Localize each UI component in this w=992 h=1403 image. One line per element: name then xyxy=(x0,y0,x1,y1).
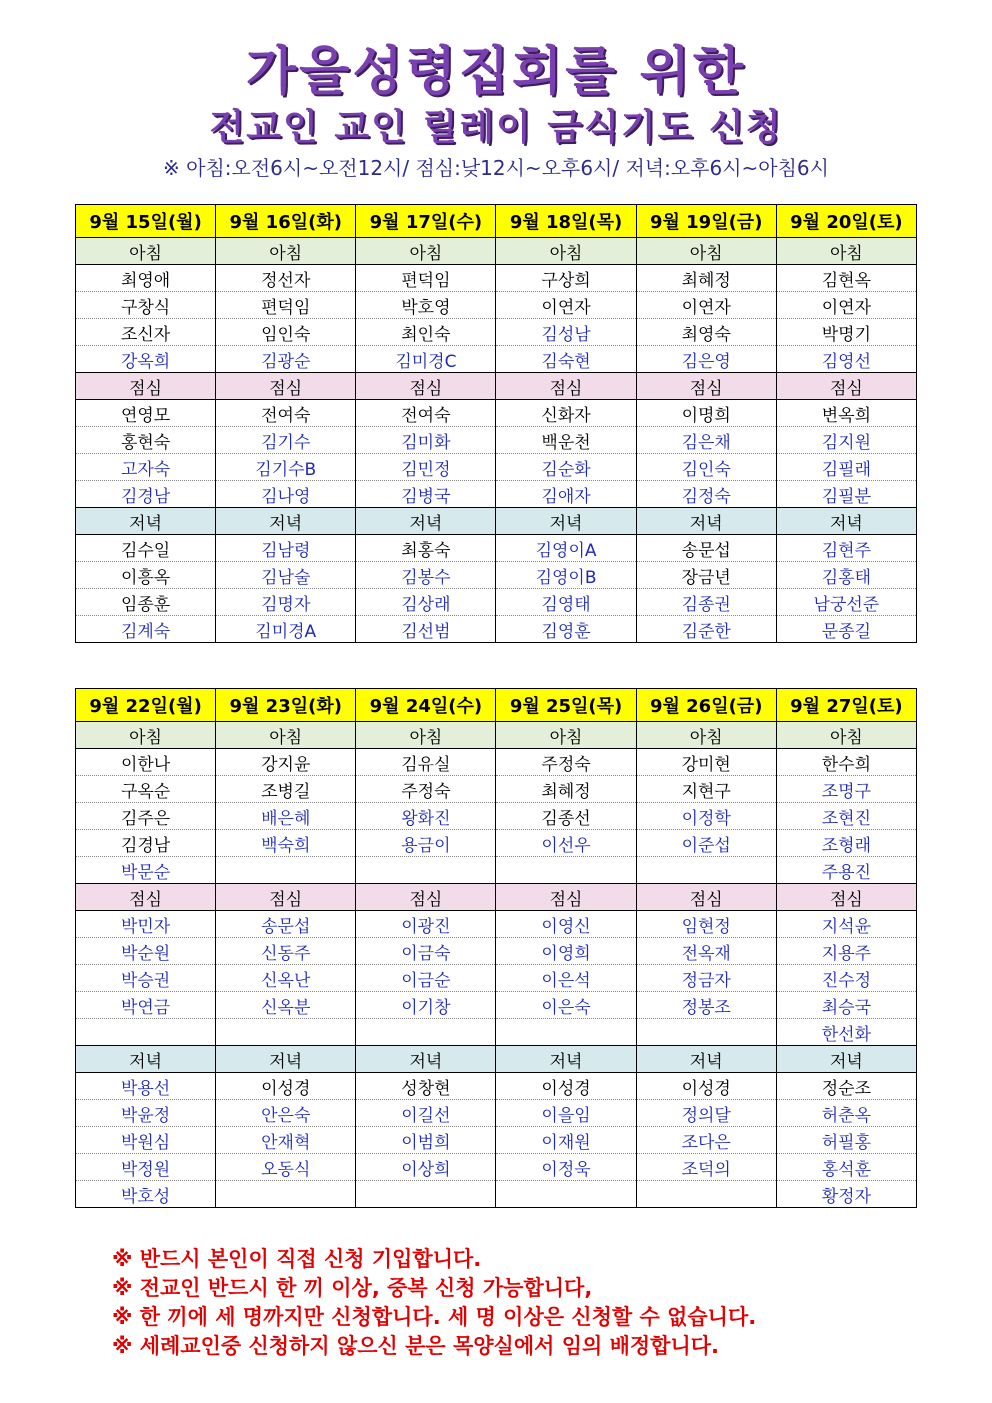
footer-note: ※ 세례교인중 신청하지 않으신 분은 목양실에서 임의 배정합니다. xyxy=(112,1334,720,1358)
day-header: 9월 15일(월) xyxy=(76,205,216,238)
name-cell: 박승권 xyxy=(76,965,216,992)
dinner-label: 저녁 xyxy=(496,508,636,535)
name-cell: 김민정 xyxy=(356,454,496,481)
morning-label: 아침 xyxy=(356,722,496,749)
name-cell: 주정숙 xyxy=(496,749,636,776)
name-cell: 지현구 xyxy=(636,776,776,803)
day-header: 9월 23일(화) xyxy=(216,689,356,722)
morning-name-row xyxy=(76,830,917,857)
name-cell: 박윤정 xyxy=(76,1100,216,1127)
name-cell: 구상희 xyxy=(496,265,636,292)
name-cell: 최혜정 xyxy=(636,265,776,292)
lunch-label: 점심 xyxy=(776,373,916,400)
name-cell: 전옥재 xyxy=(636,938,776,965)
name-cell: 박원심 xyxy=(76,1127,216,1154)
name-cell: 김순화 xyxy=(496,454,636,481)
name-cell: 용금이 xyxy=(356,830,496,857)
name-cell xyxy=(496,1181,636,1208)
name-cell: 허필홍 xyxy=(776,1127,916,1154)
name-cell: 박순원 xyxy=(76,938,216,965)
name-cell: 정금자 xyxy=(636,965,776,992)
name-cell: 편덕임 xyxy=(356,265,496,292)
name-cell: 이성경 xyxy=(496,1073,636,1100)
name-cell xyxy=(76,1019,216,1046)
lunch-label: 점심 xyxy=(496,373,636,400)
name-cell: 최영애 xyxy=(76,265,216,292)
name-cell: 이준섭 xyxy=(636,830,776,857)
day-header: 9월 26일(금) xyxy=(636,689,776,722)
name-cell: 백숙희 xyxy=(216,830,356,857)
name-cell: 이기창 xyxy=(356,992,496,1019)
name-cell: 김정숙 xyxy=(636,481,776,508)
name-cell: 송문섭 xyxy=(216,911,356,938)
name-cell xyxy=(356,857,496,884)
name-cell xyxy=(636,1181,776,1208)
name-cell: 김성남 xyxy=(496,319,636,346)
name-cell: 김수일 xyxy=(76,535,216,562)
day-header: 9월 20일(토) xyxy=(776,205,916,238)
name-cell: 최홍숙 xyxy=(356,535,496,562)
name-cell: 조현진 xyxy=(776,803,916,830)
name-cell: 이상희 xyxy=(356,1154,496,1181)
name-cell: 김미경A xyxy=(216,616,356,643)
name-cell: 안재혁 xyxy=(216,1127,356,1154)
name-cell: 신옥난 xyxy=(216,965,356,992)
lunch-label-row xyxy=(76,373,917,400)
name-cell: 고자숙 xyxy=(76,454,216,481)
name-cell: 지석윤 xyxy=(776,911,916,938)
lunch-name-row xyxy=(76,911,917,938)
name-cell: 김준한 xyxy=(636,616,776,643)
dinner-label: 저녁 xyxy=(776,508,916,535)
dinner-name-row xyxy=(76,1073,917,1100)
name-cell xyxy=(356,1019,496,1046)
name-cell xyxy=(636,1019,776,1046)
name-cell: 이정학 xyxy=(636,803,776,830)
morning-name-row xyxy=(76,776,917,803)
name-cell: 주용진 xyxy=(776,857,916,884)
name-cell: 박정원 xyxy=(76,1154,216,1181)
name-cell: 진수정 xyxy=(776,965,916,992)
morning-label: 아침 xyxy=(776,238,916,265)
name-cell: 김종권 xyxy=(636,589,776,616)
footer-note: ※ 전교인 반드시 한 끼 이상, 중복 신청 가능합니다, xyxy=(112,1276,593,1300)
name-cell: 주정숙 xyxy=(356,776,496,803)
dinner-name-row xyxy=(76,1154,917,1181)
name-cell: 김필래 xyxy=(776,454,916,481)
name-cell: 정의달 xyxy=(636,1100,776,1127)
name-cell: 정순조 xyxy=(776,1073,916,1100)
day-header-row xyxy=(76,205,917,238)
name-cell: 김종선 xyxy=(496,803,636,830)
dinner-label: 저녁 xyxy=(356,1046,496,1073)
name-cell: 김기수B xyxy=(216,454,356,481)
name-cell xyxy=(216,857,356,884)
footer-note: ※ 반드시 본인이 직접 신청 기입합니다. xyxy=(112,1247,482,1271)
day-header: 9월 25일(목) xyxy=(496,689,636,722)
name-cell: 조다은 xyxy=(636,1127,776,1154)
name-cell: 송문섭 xyxy=(636,535,776,562)
name-cell: 박호성 xyxy=(76,1181,216,1208)
morning-label-row xyxy=(76,722,917,749)
lunch-label: 점심 xyxy=(76,884,216,911)
name-cell: 배은혜 xyxy=(216,803,356,830)
name-cell: 이선우 xyxy=(496,830,636,857)
name-cell: 이금순 xyxy=(356,965,496,992)
name-cell xyxy=(216,1181,356,1208)
dinner-label: 저녁 xyxy=(636,1046,776,1073)
name-cell xyxy=(216,1019,356,1046)
name-cell: 김경남 xyxy=(76,830,216,857)
name-cell: 신동주 xyxy=(216,938,356,965)
name-cell: 김지원 xyxy=(776,427,916,454)
name-cell: 김필분 xyxy=(776,481,916,508)
name-cell: 임현정 xyxy=(636,911,776,938)
morning-label-row xyxy=(76,238,917,265)
lunch-name-row xyxy=(76,992,917,1019)
name-cell: 연영모 xyxy=(76,400,216,427)
morning-name-row xyxy=(76,803,917,830)
name-cell: 김현옥 xyxy=(776,265,916,292)
morning-label: 아침 xyxy=(636,722,776,749)
name-cell: 임인숙 xyxy=(216,319,356,346)
name-cell: 김현주 xyxy=(776,535,916,562)
name-cell: 김영태 xyxy=(496,589,636,616)
lunch-label: 점심 xyxy=(356,373,496,400)
dinner-label: 저녁 xyxy=(216,508,356,535)
lunch-label: 점심 xyxy=(776,884,916,911)
dinner-name-row xyxy=(76,1127,917,1154)
name-cell: 김홍태 xyxy=(776,562,916,589)
morning-label: 아침 xyxy=(76,238,216,265)
name-cell: 김인숙 xyxy=(636,454,776,481)
name-cell: 편덕임 xyxy=(216,292,356,319)
lunch-name-row xyxy=(76,454,917,481)
name-cell: 한선화 xyxy=(776,1019,916,1046)
name-cell: 남궁선준 xyxy=(776,589,916,616)
day-header: 9월 16일(화) xyxy=(216,205,356,238)
lunch-name-row xyxy=(76,965,917,992)
dinner-name-row xyxy=(76,616,917,643)
week2-schedule-table xyxy=(75,688,917,1208)
dinner-name-row xyxy=(76,1181,917,1208)
name-cell: 이연자 xyxy=(636,292,776,319)
name-cell: 정봉조 xyxy=(636,992,776,1019)
name-cell: 정선자 xyxy=(216,265,356,292)
name-cell: 신화자 xyxy=(496,400,636,427)
name-cell: 안은숙 xyxy=(216,1100,356,1127)
name-cell: 신옥분 xyxy=(216,992,356,1019)
name-cell: 박명기 xyxy=(776,319,916,346)
dinner-label: 저녁 xyxy=(496,1046,636,1073)
day-header: 9월 18일(목) xyxy=(496,205,636,238)
footer-notes xyxy=(112,1245,932,1361)
dinner-label: 저녁 xyxy=(76,1046,216,1073)
name-cell: 이영신 xyxy=(496,911,636,938)
name-cell: 김숙현 xyxy=(496,346,636,373)
name-cell: 김은영 xyxy=(636,346,776,373)
name-cell: 박용선 xyxy=(76,1073,216,1100)
name-cell: 이은석 xyxy=(496,965,636,992)
lunch-name-row xyxy=(76,1019,917,1046)
lunch-name-row xyxy=(76,938,917,965)
name-cell: 최혜정 xyxy=(496,776,636,803)
name-cell: 조명구 xyxy=(776,776,916,803)
name-cell: 이한나 xyxy=(76,749,216,776)
morning-label: 아침 xyxy=(216,722,356,749)
name-cell: 김은채 xyxy=(636,427,776,454)
page-title: 가을성령집회를 위한 xyxy=(245,42,747,102)
name-cell: 이연자 xyxy=(776,292,916,319)
name-cell: 김애자 xyxy=(496,481,636,508)
name-cell: 박호영 xyxy=(356,292,496,319)
name-cell: 이광진 xyxy=(356,911,496,938)
name-cell: 이길선 xyxy=(356,1100,496,1127)
name-cell: 김경남 xyxy=(76,481,216,508)
name-cell: 황정자 xyxy=(776,1181,916,1208)
name-cell: 이을임 xyxy=(496,1100,636,1127)
name-cell: 홍석훈 xyxy=(776,1154,916,1181)
morning-name-row xyxy=(76,346,917,373)
week1-schedule-table xyxy=(75,204,917,643)
dinner-label: 저녁 xyxy=(76,508,216,535)
dinner-label: 저녁 xyxy=(776,1046,916,1073)
name-cell: 강지윤 xyxy=(216,749,356,776)
morning-name-row xyxy=(76,857,917,884)
morning-label: 아침 xyxy=(356,238,496,265)
name-cell: 조병길 xyxy=(216,776,356,803)
name-cell: 김계숙 xyxy=(76,616,216,643)
name-cell: 김상래 xyxy=(356,589,496,616)
name-cell: 임종훈 xyxy=(76,589,216,616)
lunch-label: 점심 xyxy=(356,884,496,911)
dinner-name-row xyxy=(76,535,917,562)
dinner-label: 저녁 xyxy=(216,1046,356,1073)
lunch-label: 점심 xyxy=(216,884,356,911)
name-cell: 이흥옥 xyxy=(76,562,216,589)
name-cell: 김유실 xyxy=(356,749,496,776)
dinner-label: 저녁 xyxy=(636,508,776,535)
name-cell: 김미화 xyxy=(356,427,496,454)
lunch-name-row xyxy=(76,481,917,508)
lunch-name-row xyxy=(76,427,917,454)
name-cell: 김기수 xyxy=(216,427,356,454)
morning-label: 아침 xyxy=(216,238,356,265)
morning-label: 아침 xyxy=(496,722,636,749)
page-subtitle: 전교인 교인 릴레이 금식기도 신청 xyxy=(209,107,783,148)
name-cell: 김주은 xyxy=(76,803,216,830)
name-cell: 이정욱 xyxy=(496,1154,636,1181)
name-cell: 문종길 xyxy=(776,616,916,643)
name-cell: 오동식 xyxy=(216,1154,356,1181)
dinner-label-row xyxy=(76,1046,917,1073)
morning-label: 아침 xyxy=(496,238,636,265)
name-cell: 최영숙 xyxy=(636,319,776,346)
name-cell: 김선범 xyxy=(356,616,496,643)
name-cell: 김영이B xyxy=(496,562,636,589)
name-cell: 김영훈 xyxy=(496,616,636,643)
name-cell: 이성경 xyxy=(216,1073,356,1100)
morning-label: 아침 xyxy=(76,722,216,749)
name-cell: 이범희 xyxy=(356,1127,496,1154)
name-cell: 김미경C xyxy=(356,346,496,373)
name-cell: 이은숙 xyxy=(496,992,636,1019)
name-cell: 강옥희 xyxy=(76,346,216,373)
morning-name-row xyxy=(76,319,917,346)
lunch-label: 점심 xyxy=(636,373,776,400)
morning-name-row xyxy=(76,749,917,776)
name-cell: 이영희 xyxy=(496,938,636,965)
dinner-name-row xyxy=(76,1100,917,1127)
day-header: 9월 17일(수) xyxy=(356,205,496,238)
name-cell: 이연자 xyxy=(496,292,636,319)
day-header: 9월 27일(토) xyxy=(776,689,916,722)
morning-name-row xyxy=(76,265,917,292)
lunch-label: 점심 xyxy=(496,884,636,911)
name-cell: 김영이A xyxy=(496,535,636,562)
name-cell: 박연금 xyxy=(76,992,216,1019)
name-cell: 지용주 xyxy=(776,938,916,965)
name-cell: 홍현숙 xyxy=(76,427,216,454)
name-cell: 김영선 xyxy=(776,346,916,373)
dinner-name-row xyxy=(76,589,917,616)
name-cell: 백운천 xyxy=(496,427,636,454)
dinner-name-row xyxy=(76,562,917,589)
name-cell: 강미현 xyxy=(636,749,776,776)
name-cell xyxy=(356,1181,496,1208)
name-cell: 최승국 xyxy=(776,992,916,1019)
name-cell: 조덕의 xyxy=(636,1154,776,1181)
name-cell: 성창현 xyxy=(356,1073,496,1100)
lunch-label: 점심 xyxy=(76,373,216,400)
name-cell: 이성경 xyxy=(636,1073,776,1100)
day-header-row xyxy=(76,689,917,722)
name-cell: 최인숙 xyxy=(356,319,496,346)
dinner-label: 저녁 xyxy=(356,508,496,535)
name-cell: 허춘옥 xyxy=(776,1100,916,1127)
morning-label: 아침 xyxy=(636,238,776,265)
name-cell: 한수희 xyxy=(776,749,916,776)
lunch-name-row xyxy=(76,400,917,427)
name-cell: 김병국 xyxy=(356,481,496,508)
name-cell: 전여숙 xyxy=(356,400,496,427)
name-cell: 김남술 xyxy=(216,562,356,589)
name-cell: 이명희 xyxy=(636,400,776,427)
name-cell xyxy=(496,857,636,884)
name-cell: 박민자 xyxy=(76,911,216,938)
name-cell: 조신자 xyxy=(76,319,216,346)
name-cell: 이재원 xyxy=(496,1127,636,1154)
name-cell: 김남령 xyxy=(216,535,356,562)
dinner-label-row xyxy=(76,508,917,535)
name-cell: 김나영 xyxy=(216,481,356,508)
time-note: ※ 아침:오전6시~오전12시/ 점심:낮12시~오후6시/ 저녁:오후6시~아침6시 xyxy=(163,156,829,180)
footer-note: ※ 한 끼에 세 명까지만 신청합니다. 세 명 이상은 신청할 수 없습니다. xyxy=(112,1305,757,1329)
name-cell: 왕화진 xyxy=(356,803,496,830)
name-cell xyxy=(636,857,776,884)
lunch-label: 점심 xyxy=(216,373,356,400)
name-cell: 변옥희 xyxy=(776,400,916,427)
name-cell: 장금년 xyxy=(636,562,776,589)
name-cell: 박문순 xyxy=(76,857,216,884)
day-header: 9월 24일(수) xyxy=(356,689,496,722)
day-header: 9월 19일(금) xyxy=(636,205,776,238)
lunch-label: 점심 xyxy=(636,884,776,911)
day-header: 9월 22일(월) xyxy=(76,689,216,722)
name-cell xyxy=(496,1019,636,1046)
name-cell: 전여숙 xyxy=(216,400,356,427)
name-cell: 김광순 xyxy=(216,346,356,373)
name-cell: 김명자 xyxy=(216,589,356,616)
name-cell: 조형래 xyxy=(776,830,916,857)
name-cell: 구옥순 xyxy=(76,776,216,803)
morning-label: 아침 xyxy=(776,722,916,749)
name-cell: 구창식 xyxy=(76,292,216,319)
name-cell: 김봉수 xyxy=(356,562,496,589)
name-cell: 이금숙 xyxy=(356,938,496,965)
morning-name-row xyxy=(76,292,917,319)
lunch-label-row xyxy=(76,884,917,911)
